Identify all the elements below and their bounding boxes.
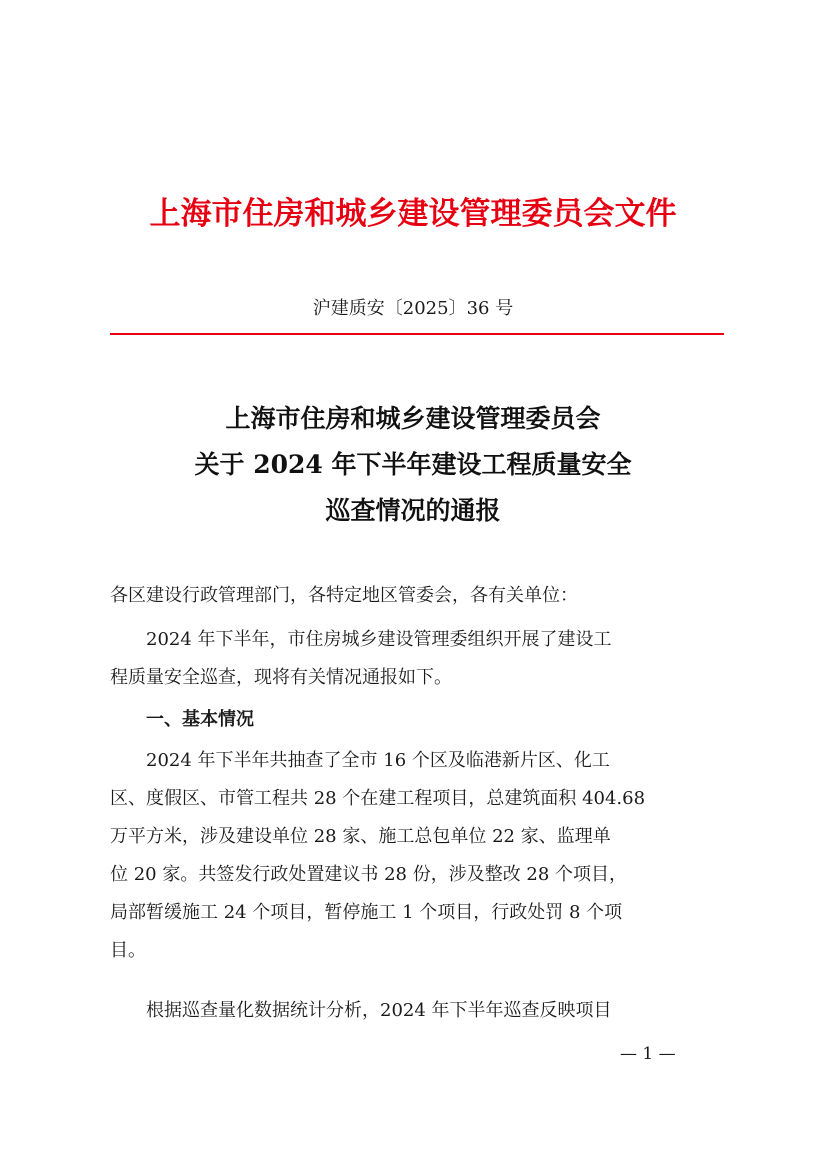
- salutation: 各区建设行政管理部门，各特定地区管委会，各有关单位：: [110, 585, 578, 606]
- red-separator-rule: [110, 333, 724, 335]
- section1-p1-line-1: 2024 年下半年共抽查了全市 16 个区及临港新片区、化工: [146, 750, 610, 771]
- section1-p2-line-1: 根据巡查量化数据统计分析，2024 年下半年巡查反映项目: [146, 1000, 612, 1021]
- section1-p1-line-2: 区、度假区、市管工程共 28 个在建工程项目，总建筑面积 404.68: [110, 788, 646, 809]
- section1-paragraph-1: [110, 742, 718, 970]
- section1-paragraph-2: [110, 992, 718, 1030]
- section1-p1-line-3: 万平方米，涉及建设单位 28 家、施工总包单位 22 家、监理单: [110, 826, 611, 847]
- notice-title: [0, 396, 826, 534]
- notice-title-line-3: 巡查情况的通报: [325, 496, 501, 525]
- intro-line-2: 程质量安全巡查，现将有关情况通报如下。: [110, 667, 452, 688]
- document-header-title: 上海市住房和城乡建设管理委员会文件: [149, 196, 677, 232]
- page-number: — 1 —: [620, 1044, 676, 1064]
- document-number: 沪建质安〔2025〕36 号: [312, 298, 514, 319]
- notice-title-line-1: 上海市住房和城乡建设管理委员会: [225, 404, 601, 433]
- notice-title-line-2: 关于 2024 年下半年建设工程质量安全: [194, 450, 632, 479]
- section-heading-basic-situation: 一、基本情况: [146, 709, 254, 730]
- section1-p1-line-6: 目。: [110, 940, 146, 961]
- intro-paragraph: [110, 621, 718, 697]
- section1-p1-line-5: 局部暂缓施工 24 个项目，暂停施工 1 个项目，行政处罚 8 个项: [110, 902, 623, 923]
- section1-p1-line-4: 位 20 家。共签发行政处置建议书 28 份，涉及整改 28 个项目，: [110, 864, 628, 885]
- intro-line-1: 2024 年下半年，市住房城乡建设管理委组织开展了建设工: [146, 629, 612, 650]
